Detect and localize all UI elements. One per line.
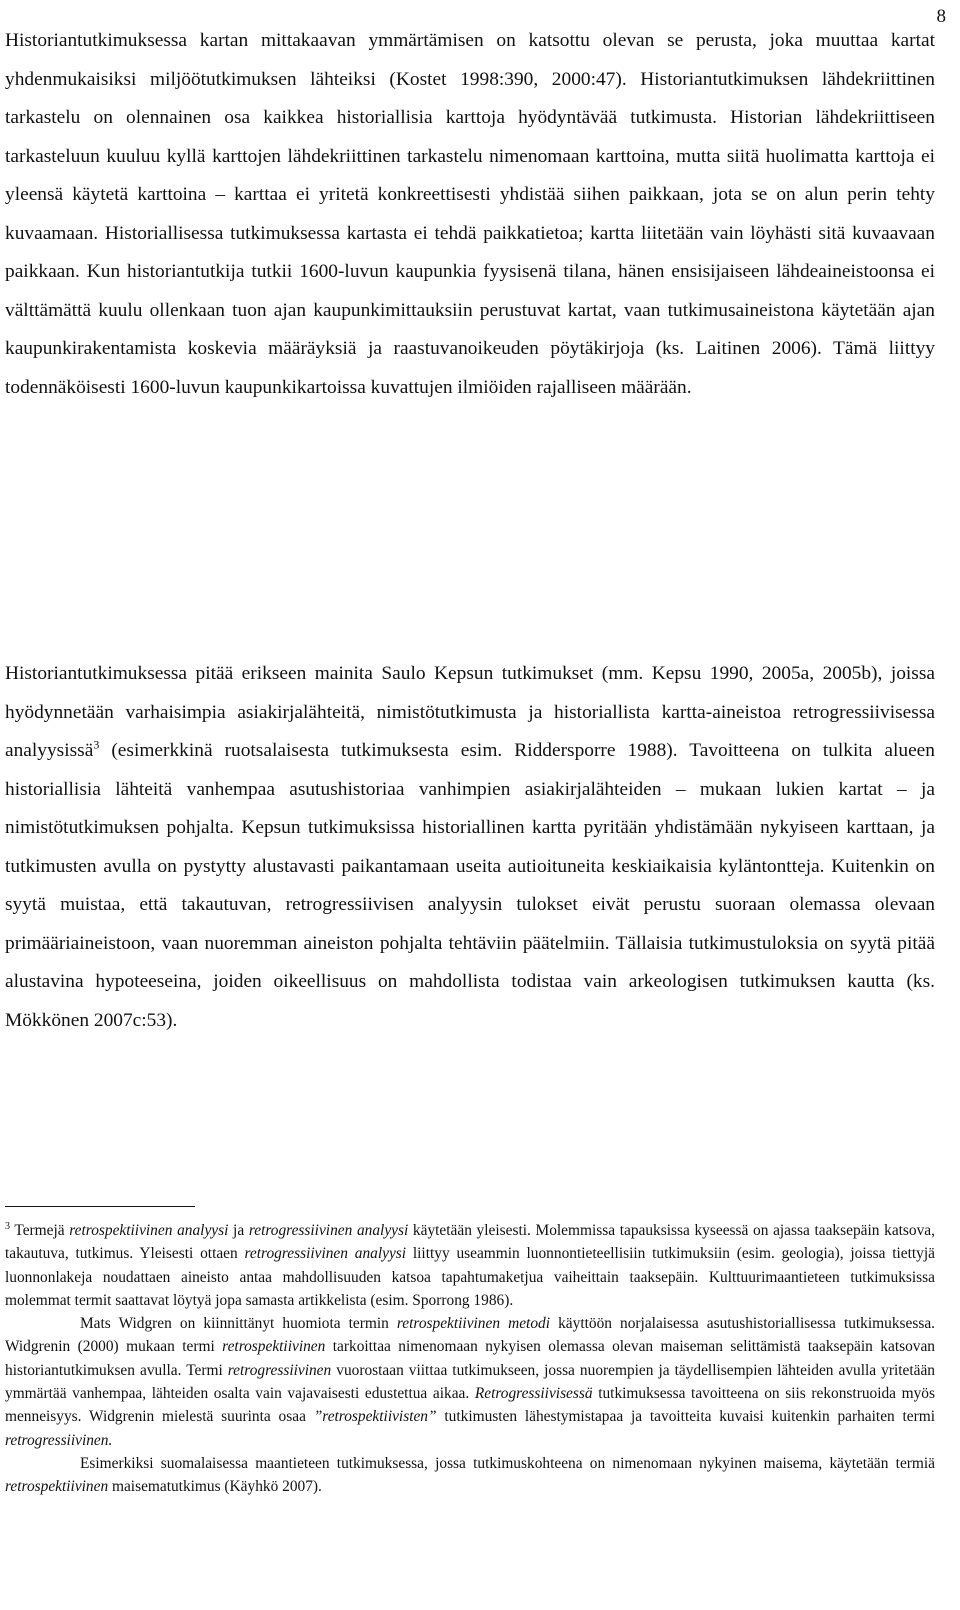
footnote-term: ”retrospektiivisten”	[313, 1408, 437, 1426]
footnote-text: tutkimuksessa tavoitteena on siis rekonstruoida myös menneisyys. Widgrenin mielestä suurinta osaa	[5, 1385, 935, 1426]
footnote-paragraph-1	[5, 1219, 935, 1312]
footnote-text: liittyy useammin luonnontieteellisiin tutkimuksiin (esim. geologia), joissa tiettyjä luonnonlakeja noudattaen aineisto antaa mahdollisuuden katsoa tapahtumaketjua vaiheittain taaksepäin. Kulttuurimaantieteen tutkimuksissa molemmat termit saattavat löytyä jopa samasta artikkelista (esim. Sporrong 1986).	[5, 1245, 935, 1309]
footnote-term: retrogressiivinen	[227, 1361, 332, 1379]
footnote-term: retrogressiivinen.	[5, 1431, 113, 1449]
footnote-term: retrospektiivinen	[222, 1338, 326, 1356]
footnote	[5, 1219, 935, 1499]
footnote-term: retrogressiivinen analyysi	[244, 1245, 407, 1263]
footnote-marker: 3	[5, 1220, 10, 1232]
footnote-text: käytetään yleisesti. Molemmissa tapauksissa kyseessä on ajassa taaksepäin katsova, takautuva, tutkimus. Yleisesti ottaen	[5, 1222, 935, 1263]
footnote-text: Mats Widgren on kiinnittänyt huomiota termin	[80, 1315, 397, 1333]
paragraph-2-text-b: (esimerkkinä ruotsalaisesta tutkimuksesta esim. Riddersporre 1988). Tavoitteena on tulkita alueen historiallisia lähteitä vanhempaa asutushistoriaa vanhimpien asiakirjalähteiden – mukaan lukien kartat – ja nimistötutkimuksen pohjalta. Kepsun tutkimuksissa historiallinen kartta pyritään yhdistämään nykyiseen karttaan, ja tutkimusten avulla on pystytty alustavasti paikantamaan useita autioituneita keskiaikaisia kyläntontteja. Kuitenkin on syytä muistaa, että takautuvan, retrogressiivisen analyysin tulokset eivät perustu suoraan olemassa olevaan primääriaineistoon, vaan nuoremman aineiston pohjalta tehtäviin päätelmiin. Tällaisia tutkimustuloksia on syytä pitää alustavina hypoteeseina, joiden oikeellisuus on mahdollista todistaa vain arkeologisen tutkimuksen kautta (ks. Mökkönen 2007c:53).	[5, 740, 935, 1031]
footnote-text: tarkoittaa nimenomaan nykyisen olemassa olevan maiseman selittämistä taaksepäin katsovan historiantutkimuksen avulla. Termi	[5, 1338, 936, 1379]
body-paragraph-2	[5, 655, 935, 1040]
footnote-term: retrospektiivinen analyysi	[69, 1222, 229, 1239]
footnote-text: käyttöön norjalaisessa asutushistoriallisessa tutkimuksessa. Widgrenin (2000) mukaan termi	[5, 1315, 935, 1356]
footnote-paragraph-2	[5, 1312, 935, 1452]
footnote-paragraph-3	[5, 1452, 935, 1499]
page-number: 8	[936, 6, 946, 27]
footnote-text: Termejä	[10, 1222, 70, 1239]
footnote-term: Retrogressiivisessä	[474, 1385, 593, 1403]
footnote-term: retrogressiivinen analyysi	[248, 1222, 409, 1239]
footnote-text: Esimerkiksi suomalaisessa maantieteen tutkimuksessa, jossa tutkimuskohteena on nimenomaan nykyinen maisema, käytetään termiä	[80, 1454, 935, 1472]
footnote-separator	[5, 1206, 195, 1207]
paragraph-2-text-a: Historiantutkimuksessa pitää erikseen mainita Saulo Kepsun tutkimukset (mm. Kepsu 1990, 2005a, 2005b), joissa hyödynnetään varhaisimpia asiakirjalähteitä, nimistötutkimusta ja historiallista kartta-aineistoa retrogressiivisessa analyysissä	[5, 663, 935, 761]
footnote-text: vuorostaan viittaa tutkimukseen, jossa nuorempien ja täydellisempien lähteiden avulla yritetään ymmärtää vanhempaa, lähteiden osalta vain vajavaisesti edustettua aikaa.	[5, 1361, 935, 1403]
footnote-reference[interactable]: 3	[93, 737, 100, 752]
footnote-text: tutkimusten lähestymistapaa ja tavoitteita kuvaisi kuitenkin parhaiten termi	[436, 1408, 936, 1426]
footnote-text: maisematutkimus (Käyhkö 2007).	[108, 1478, 322, 1496]
footnote-term: retrospektiivinen	[5, 1478, 109, 1496]
footnote-text: ja	[228, 1222, 249, 1239]
footnote-term: retrospektiivinen metodi	[396, 1315, 551, 1333]
body-paragraph-1: Historiantutkimuksessa kartan mittakaavan ymmärtämisen on katsottu olevan se perusta, joka muuttaa kartat yhdenmukaisiksi miljöötutkimuksen lähteiksi (Kostet 1998:390, 2000:47). Historiantutkimuksen lähdekriittinen tarkastelu on olennainen osa kaikkea historiallisia karttoja hyödyntävää tutkimusta. Historian lähdekriittiseen tarkasteluun kuuluu kyllä karttojen lähdekriittinen tarkastelu nimenomaan karttoina, mutta siitä huolimatta karttoja ei yleensä käytetä karttoina – karttaa ei yritetä konkreettisesti yhdistää siihen paikkaan, jota se on alun perin tehty kuvaamaan. Historiallisessa tutkimuksessa kartasta ei tehdä paikkatietoa; kartta liitetään vain löyhästi sitä kuvaavaan paikkaan. Kun historiantutkija tutkii 1600-luvun kaupunkia fyysisenä tilana, hänen ensisijaiseen lähdeaineistoonsa ei välttämättä kuulu ollenkaan tuon ajan kaupunkimittauksiin perustuvat kartat, vaan tutkimusaineistona käytetään ajan kaupunkirakentamista koskevia määräyksiä ja raastuvanoikeuden pöytäkirjoja (ks. Laitinen 2006). Tämä liittyy todennäköisesti 1600-luvun kaupunkikartoissa kuvattujen ilmiöiden rajalliseen määrään.	[5, 30, 935, 398]
